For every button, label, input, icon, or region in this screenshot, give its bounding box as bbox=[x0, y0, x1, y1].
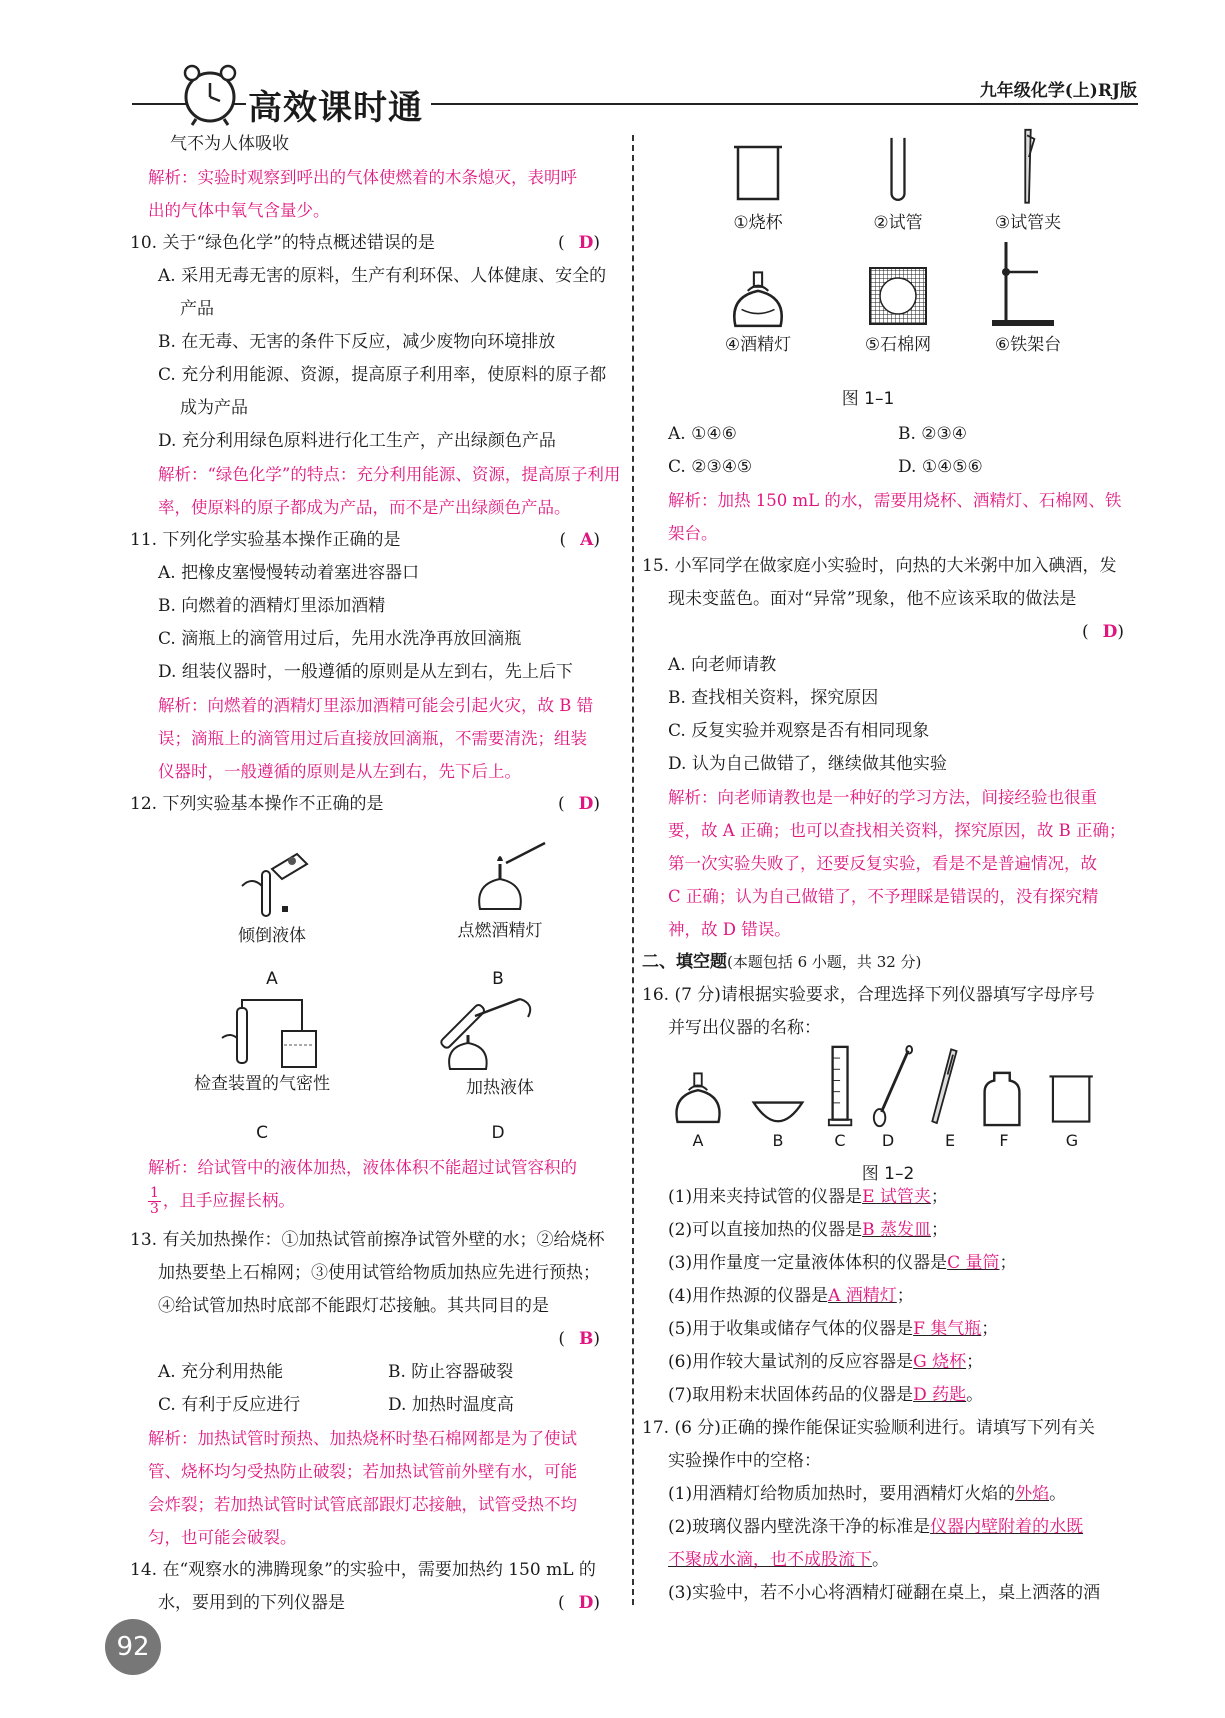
q15-analysis-1: 解析：向老师请教也是一种好的学习方法，间接经验也很重 bbox=[668, 788, 1097, 807]
q15-option-a: A. 向老师请教 bbox=[668, 655, 777, 675]
q11-option-a: A. 把橡皮塞慢慢转动着塞进容器口 bbox=[158, 563, 420, 583]
q14-answer: (D) bbox=[557, 1593, 614, 1613]
q13-stem-1: 13. 有关加热操作：①加热试管前擦净试管外壁的水；②给烧杯 bbox=[130, 1230, 605, 1250]
q16-item-5: (5)用于收集或储存气体的仪器是F 集气瓶； bbox=[668, 1319, 999, 1339]
q14-analysis-2: 架台。 bbox=[668, 524, 718, 543]
check-airtightness-illustration bbox=[212, 993, 322, 1073]
q10-option-c: C. 充分利用能源、资源，提高原子利用率，使原料的原子都 bbox=[158, 365, 607, 385]
q11-analysis-2: 误；滴瓶上的滴管用过后直接放回滴瓶，不需要清洗；组装 bbox=[158, 729, 587, 748]
q13-stem-2: 加热要垫上石棉网；③使用试管给物质加热应先进行预热； bbox=[158, 1263, 600, 1283]
q9-analysis-1: 解析：实验时观察到呼出的气体使燃着的木条熄灭，表明呼 bbox=[148, 168, 577, 187]
q13-stem-3: ④给试管加热时底部不能跟灯芯接触。其共同目的是 bbox=[158, 1296, 549, 1316]
q12-fig-b-label: 点燃酒精灯 bbox=[457, 921, 543, 941]
column-divider bbox=[632, 135, 634, 1605]
q9-tail: 气不为人体吸收 bbox=[170, 134, 289, 154]
q13-options-cd: C. 有利于反应进行 D. 加热时温度高 bbox=[158, 1395, 514, 1415]
q11-analysis-3: 仪器时，一般遵循的原则是从左到右，先下后上。 bbox=[158, 762, 521, 781]
q12-stem: 12. 下列实验基本操作不正确的是 (D) bbox=[130, 788, 616, 821]
q16-stem-1: 16. (7 分)请根据实验要求，合理选择下列仪器填写字母序号 bbox=[642, 985, 1095, 1005]
q16-item-6: (6)用作较大量试剂的反应容器是G 烧杯； bbox=[668, 1352, 984, 1372]
q13-analysis-1: 解析：加热试管时预热、加热烧杯时垫石棉网都是为了使试 bbox=[148, 1429, 577, 1448]
asbestos-gauze-icon bbox=[868, 266, 928, 326]
beaker-icon bbox=[1046, 1071, 1098, 1127]
q15-answer-line bbox=[668, 616, 1140, 649]
beaker-icon bbox=[728, 142, 788, 204]
q12-fig-c-letter: C bbox=[256, 1123, 268, 1143]
q11-stem: 11. 下列化学实验基本操作正确的是 (A) bbox=[130, 524, 616, 557]
q14-analysis-1: 解析：加热 150 mL 的水，需要用烧杯、酒精灯、石棉网、铁 bbox=[668, 491, 1122, 510]
fig12-caption: 图 1–2 bbox=[861, 1164, 915, 1184]
q12-analysis-2: $\frac{1}{3}$ ，且手应握长柄。 bbox=[150, 1185, 295, 1217]
q14-options-cd: C. ②③④⑤ D. ①④⑤⑥ bbox=[668, 457, 983, 477]
q12-figure bbox=[130, 821, 616, 1151]
q16-item-3: (3)用作量度一定量液体体积的仪器是C 量筒； bbox=[668, 1253, 1017, 1273]
fraction-one-third: $\frac{1}{3}$ bbox=[150, 1185, 159, 1217]
evaporating-dish-icon bbox=[750, 1097, 806, 1125]
fig-1-1 bbox=[668, 128, 1140, 418]
q13-answer-line bbox=[130, 1323, 616, 1356]
q10-analysis-1: 解析：“绿色化学”的特点：充分利用能源、资源，提高原子利用 bbox=[158, 465, 621, 484]
fig11-item-4: ④酒精灯 bbox=[724, 335, 792, 355]
q15-analysis-5: 神，故 D 错误。 bbox=[668, 920, 791, 939]
q14-stem-2: 水，要用到的下列仪器是 (D) bbox=[130, 1587, 616, 1620]
q12-fig-a-label: 倾倒液体 bbox=[238, 926, 306, 946]
q12-answer: (D) bbox=[557, 794, 614, 814]
q17-item-2-cont: 不聚成水滴，也不成股流下。 bbox=[668, 1550, 889, 1570]
q10-option-b: B. 在无毒、无害的条件下反应，减少废物向环境排放 bbox=[158, 332, 556, 352]
q15-analysis-3: 第一次实验失败了，还要反复实验，看是不是普遍情况，故 bbox=[668, 854, 1097, 873]
q10-answer: (D) bbox=[557, 233, 614, 253]
alcohol-lamp-icon bbox=[726, 258, 790, 330]
q13-options-ab: A. 充分利用热能 B. 防止容器破裂 bbox=[158, 1362, 514, 1382]
q10-option-c-cont: 成为产品 bbox=[180, 398, 248, 418]
fig12-letter-f: F bbox=[999, 1131, 1009, 1150]
q15-analysis-2: 要，故 A 正确；也可以查找相关资料，探究原因，故 B 正确； bbox=[668, 821, 1126, 840]
q15-stem-2: 现未变蓝色。面对“异常”现象，他不应该采取的做法是 bbox=[668, 589, 1077, 609]
fig12-letter-a: A bbox=[692, 1131, 704, 1150]
light-alcohol-lamp-illustration bbox=[450, 837, 550, 921]
q17-item-2: (2)玻璃仪器内壁洗涤干净的标准是仪器内壁附着的水既 bbox=[668, 1517, 1084, 1537]
q10-analysis-2: 率，使原料的原子都成为产品，而不是产出绿颜色产品。 bbox=[158, 498, 571, 517]
fig11-item-3: ③试管夹 bbox=[994, 213, 1062, 233]
brand-logo: 高效课时通 bbox=[246, 80, 431, 129]
q10-option-d: D. 充分利用绿色原料进行化工生产，产出绿颜色产品 bbox=[158, 431, 556, 451]
q15-analysis-4: C 正确；认为自己做错了，不予理睬是错误的，没有探究精 bbox=[668, 887, 1099, 906]
q17-item-3: (3)实验中，若不小心将酒精灯碰翻在桌上，桌上洒落的酒 bbox=[668, 1583, 1101, 1603]
q10-option-a: A. 采用无毒无害的原料，生产有利环保、人体健康、安全的 bbox=[158, 266, 607, 286]
test-tube-icon bbox=[883, 136, 913, 210]
pour-liquid-illustration bbox=[222, 841, 322, 921]
q12-fig-d-letter: D bbox=[491, 1123, 505, 1143]
q11-option-b: B. 向燃着的酒精灯里添加酒精 bbox=[158, 596, 386, 616]
q10-stem: 10. 关于“绿色化学”的特点概述错误的是 (D) bbox=[130, 227, 616, 260]
page-number: 92 bbox=[105, 1619, 161, 1675]
fig12-letter-d: D bbox=[881, 1131, 895, 1150]
q15-option-c: C. 反复实验并观察是否有相同现象 bbox=[668, 721, 930, 741]
heat-liquid-illustration bbox=[430, 989, 550, 1073]
q11-answer: (A) bbox=[559, 530, 614, 550]
q9-analysis-2: 出的气体中氧气含量少。 bbox=[148, 201, 330, 220]
q15-stem-1: 15. 小军同学在做家庭小实验时，向热的大米粥中加入碘酒，发 bbox=[642, 556, 1117, 576]
fig12-letter-e: E bbox=[944, 1131, 956, 1150]
q13-analysis-4: 匀，也可能会破裂。 bbox=[148, 1528, 297, 1547]
fig12-letter-b: B bbox=[772, 1131, 784, 1150]
iron-stand-icon bbox=[988, 238, 1058, 328]
q14-options-ab: A. ①④⑥ B. ②③④ bbox=[668, 424, 968, 444]
q11-analysis-1: 解析：向燃着的酒精灯里添加酒精可能会引起火灾，故 B 错 bbox=[158, 696, 594, 715]
q16-item-7: (7)取用粉末状固体药品的仪器是D 药匙。 bbox=[668, 1385, 984, 1405]
gas-collecting-bottle-icon bbox=[982, 1069, 1022, 1127]
fig11-item-2: ②试管 bbox=[873, 213, 923, 233]
alcohol-lamp-icon bbox=[670, 1059, 726, 1127]
q13-analysis-2: 管、烧杯均匀受热防止破裂；若加热试管前外壁有水，可能 bbox=[148, 1462, 577, 1481]
fig-1-2 bbox=[668, 1045, 1140, 1184]
section-2-heading: 二、填空题(本题包括 6 小题，共 32 分) bbox=[642, 952, 922, 972]
right-column bbox=[642, 128, 1140, 1610]
alarm-clock-icon bbox=[178, 60, 242, 126]
q15-option-b: B. 查找相关资料，探究原因 bbox=[668, 688, 879, 708]
q17-item-1: (1)用酒精灯给物质加热时，要用酒精灯火焰的外焰。 bbox=[668, 1484, 1067, 1504]
q14-stem-1: 14. 在“观察水的沸腾现象”的实验中，需要加热约 150 mL 的 bbox=[130, 1560, 596, 1580]
q12-fig-b-letter: B bbox=[492, 969, 504, 989]
grade-label: 九年级化学(上)RJ版 bbox=[979, 81, 1137, 101]
q12-fig-c-label: 检查装置的气密性 bbox=[194, 1074, 330, 1094]
test-tube-holder-icon bbox=[1013, 128, 1043, 210]
fig11-item-6: ⑥铁架台 bbox=[994, 335, 1062, 355]
q13-answer: (B) bbox=[558, 1329, 614, 1349]
q17-stem-1: 17. (6 分)正确的操作能保证实验顺利进行。请填写下列有关 bbox=[642, 1418, 1095, 1438]
q11-option-c: C. 滴瓶上的滴管用过后，先用水洗净再放回滴瓶 bbox=[158, 629, 522, 649]
q17-stem-2: 实验操作中的空格： bbox=[668, 1451, 821, 1471]
fig11-caption: 图 1–1 bbox=[841, 389, 895, 409]
graduated-cylinder-icon bbox=[826, 1045, 856, 1129]
q16-item-4: (4)用作热源的仪器是A 酒精灯； bbox=[668, 1286, 914, 1306]
test-tube-holder-icon bbox=[926, 1045, 962, 1131]
q11-option-d: D. 组装仪器时，一般遵循的原则是从左到右，先上后下 bbox=[158, 662, 573, 682]
fig12-letter-g: G bbox=[1065, 1131, 1079, 1150]
q16-stem-2: 并写出仪器的名称： bbox=[668, 1018, 821, 1038]
fig12-letter-c: C bbox=[834, 1131, 846, 1150]
q12-fig-d-label: 加热液体 bbox=[466, 1078, 534, 1098]
q12-fig-a-letter: A bbox=[266, 969, 278, 989]
q12-analysis-1: 解析：给试管中的液体加热，液体体积不能超过试管容积的 bbox=[148, 1158, 577, 1177]
q15-option-d: D. 认为自己做错了，继续做其他实验 bbox=[668, 754, 947, 774]
fig11-item-5: ⑤石棉网 bbox=[864, 335, 932, 355]
q13-analysis-3: 会炸裂；若加热试管时试管底部跟灯芯接触，试管受热不均 bbox=[148, 1495, 577, 1514]
q10-option-a-cont: 产品 bbox=[180, 299, 214, 319]
left-column bbox=[130, 128, 621, 1620]
fig11-item-1: ①烧杯 bbox=[733, 213, 783, 233]
q16-item-2: (2)可以直接加热的仪器是B 蒸发皿； bbox=[668, 1220, 948, 1240]
medicine-spoon-icon bbox=[868, 1045, 916, 1131]
q16-item-1: (1)用来夹持试管的仪器是E 试管夹； bbox=[668, 1187, 948, 1207]
q15-answer: (D) bbox=[1081, 622, 1138, 642]
